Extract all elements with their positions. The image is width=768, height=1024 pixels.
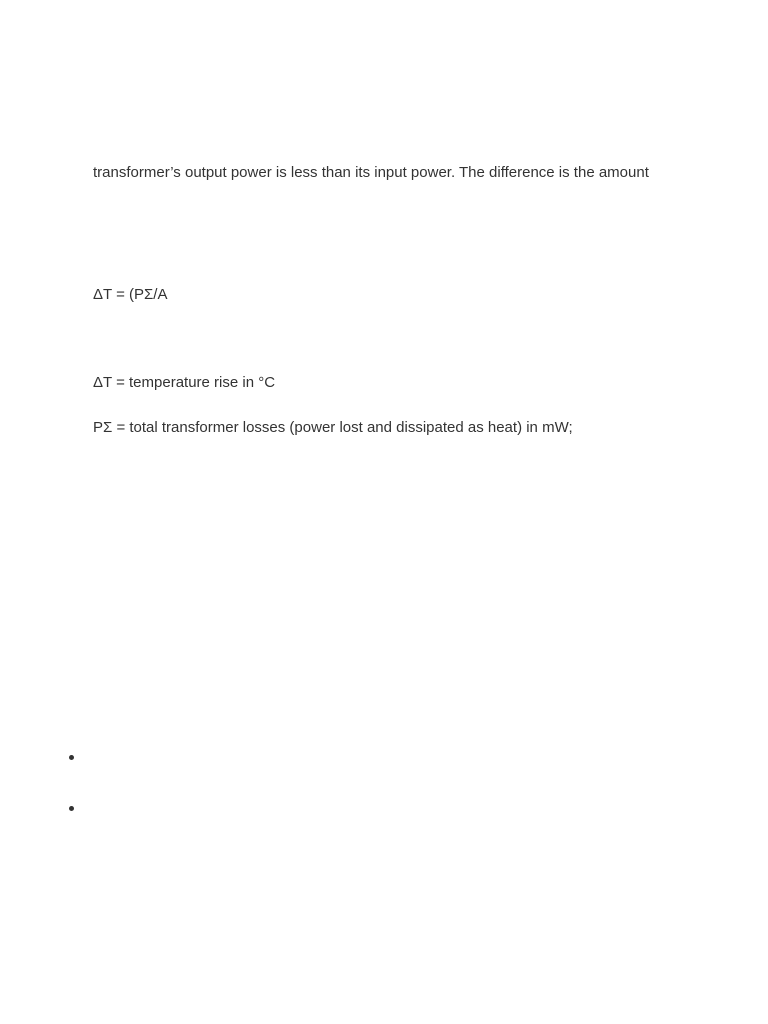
list-item: [69, 755, 75, 761]
intro-paragraph: transformer’s output power is less than its input power. The difference is the amount: [93, 164, 649, 181]
delta-t-definition: ΔT = temperature rise in °C: [93, 374, 276, 391]
list-item: [69, 806, 75, 812]
temperature-rise-formula: ΔT = (PΣ/A: [93, 286, 168, 303]
power-loss-definition: PΣ = total transformer losses (power lost and dissipated as heat) in mW;: [93, 419, 573, 436]
bullet-icon: [69, 755, 74, 760]
bullet-icon: [69, 806, 74, 811]
